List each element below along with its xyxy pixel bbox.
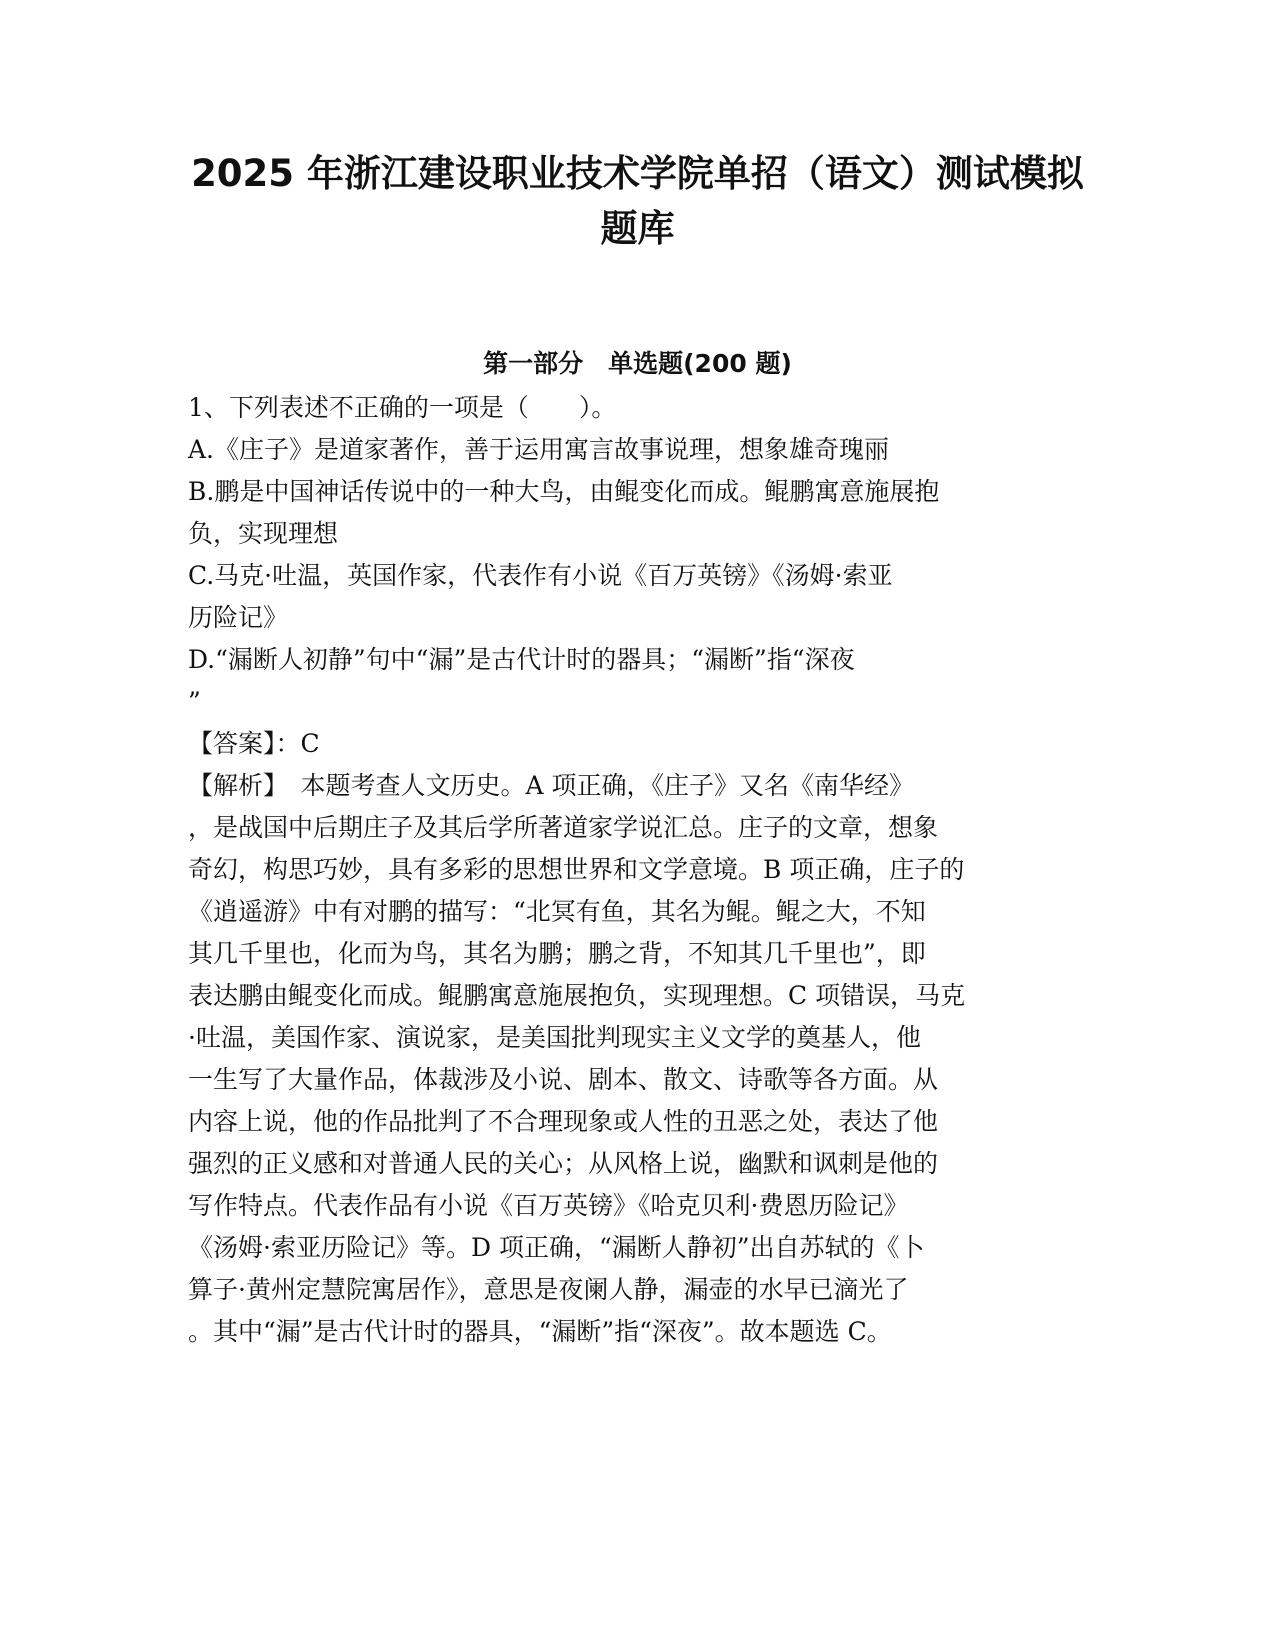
document-title-line-2: 题库 bbox=[600, 207, 675, 250]
analysis-line: 一生写了大量作品，体裁涉及小说、剧本、散文、诗歌等各方面。从 bbox=[188, 1065, 939, 1094]
option-d-line-1: D.“漏断人初静”句中“漏”是古代计时的器具；“漏断”指“深夜 bbox=[188, 645, 855, 674]
analysis-line: 《汤姆·索亚历险记》等。D 项正确，“漏断人静初”出自苏轼的《卜 bbox=[188, 1233, 925, 1262]
option-c-line-2: 历险记》 bbox=[188, 603, 289, 632]
question-stem: 1、下列表述不正确的一项是（ ）。 bbox=[188, 393, 617, 422]
analysis-line: 《逍遥游》中有对鹏的描写：“北冥有鱼，其名为鲲。鲲之大，不知 bbox=[188, 897, 926, 926]
analysis-line: 强烈的正义感和对普通人民的关心；从风格上说，幽默和讽刺是他的 bbox=[188, 1149, 939, 1178]
answer-line: 【答案】：C bbox=[188, 729, 320, 758]
analysis-line: ，是战国中后期庄子及其后学所著道家学说汇总。庄子的文章，想象 bbox=[188, 813, 939, 842]
section-heading: 第一部分 单选题(200 题) bbox=[483, 349, 792, 378]
option-d-line-2: ” bbox=[188, 687, 201, 716]
analysis-line: 算子·黄州定慧院寓居作》，意思是夜阑人静，漏壶的水早已滴光了 bbox=[188, 1275, 909, 1304]
analysis-line: ·吐温，美国作家、演说家，是美国批判现实主义文学的奠基人，他 bbox=[188, 1023, 921, 1052]
analysis-line: 表达鹏由鲲变化而成。鲲鹏寓意施展抱负，实现理想。C 项错误，马克 bbox=[188, 981, 966, 1010]
option-a: A.《庄子》是道家著作，善于运用寓言故事说理，想象雄奇瑰丽 bbox=[188, 435, 890, 464]
document-title-line-1: 2025 年浙江建设职业技术学院单招（语文）测试模拟 bbox=[191, 152, 1084, 195]
analysis-line: 奇幻，构思巧妙，具有多彩的思想世界和文学意境。B 项正确，庄子的 bbox=[188, 855, 965, 884]
analysis-line: 写作特点。代表作品有小说《百万英镑》《哈克贝利·费恩历险记》 bbox=[188, 1191, 909, 1220]
option-b-line-2: 负，实现理想 bbox=[188, 519, 339, 548]
analysis-line: 其几千里也，化而为鸟，其名为鹏；鹏之背，不知其几千里也”，即 bbox=[188, 939, 926, 968]
analysis-line: 内容上说，他的作品批判了不合理现象或人性的丑恶之处，表达了他 bbox=[188, 1107, 939, 1136]
analysis-line: 【解析】 本题考查人文历史。A 项正确，《庄子》又名《南华经》 bbox=[188, 771, 915, 800]
option-c-line-1: C.马克·吐温，英国作家，代表作有小说《百万英镑》《汤姆·索亚 bbox=[188, 561, 893, 590]
analysis-line: 。其中“漏”是古代计时的器具，“漏断”指“深夜”。故本题选 C。 bbox=[188, 1317, 892, 1346]
option-b-line-1: B.鹏是中国神话传说中的一种大鸟，由鲲变化而成。鲲鹏寓意施展抱 bbox=[188, 477, 940, 506]
